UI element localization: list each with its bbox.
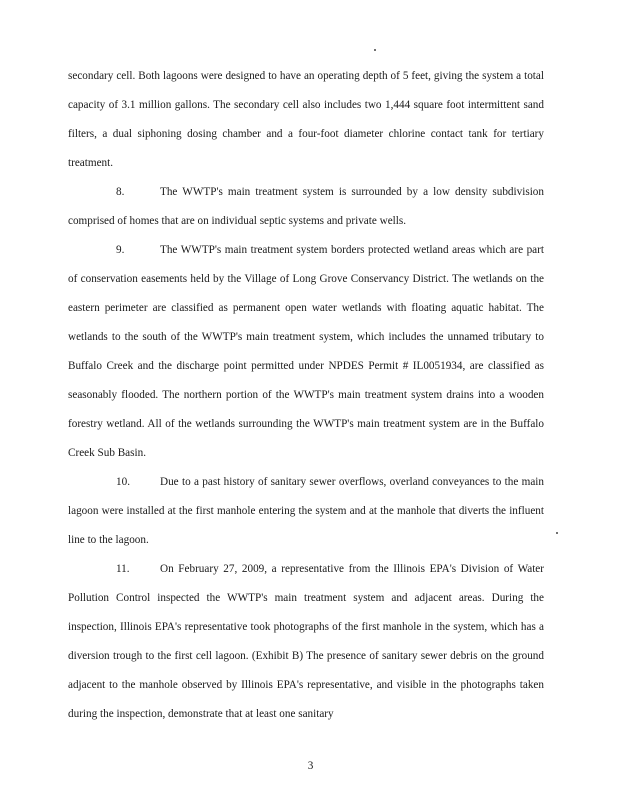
paragraph-number: 9. [116,244,125,256]
paragraph-continued [68,62,544,178]
paragraph-text: The WWTP's main treatment system borders protected wetland areas which are part of conservation easements held by the Village of Long Grove Conservancy District. The wetlands on the eastern perimeter are classified as permanent open water wetlands with floating aquatic habitat. The wetlands to the south of the WWTP's main treatment system, which includes the unnamed tributary to Buffalo Creek and the discharge point permitted under NPDES Permit # IL0051934, are classified as seasonably flooded. The northern portion of the WWTP's main treatment system drains into a wooden forestry wetland. All of the wetlands surrounding the WWTP's main treatment system are in the Buffalo Creek Sub Basin. [68,244,544,459]
paragraph-text: On February 27, 2009, a representative from the Illinois EPA's Division of Water Pollution Control inspected the WWTP's main treatment system and adjacent areas. During the inspection, Illinois EPA's representative took photographs of the first manhole in the system, which has a diversion trough to the first cell lagoon. (Exhibit B) The presence of sanitary sewer debris on the ground adjacent to the manhole observed by Illinois EPA's representative, and visible in the photographs taken during the inspection, demonstrate that at least one sanitary [68,563,544,720]
paragraph-text: The WWTP's main treatment system is surrounded by a low density subdivision comprised of homes that are on individual septic systems and private wells. [68,186,544,227]
document-body [68,62,544,729]
paragraph-10 [68,468,544,555]
scan-speck [556,532,558,534]
paragraph-number: 8. [116,186,125,198]
scan-speck [374,49,376,51]
paragraph-9 [68,236,544,468]
paragraph-number: 11. [116,563,130,575]
paragraph-8 [68,178,544,236]
paragraph-number: 10. [116,476,130,488]
paragraph-11 [68,555,544,729]
paragraph-text: Due to a past history of sanitary sewer overflows, overland conveyances to the main lagoon were installed at the first manhole entering the system and at the manhole that diverts the influent line to the lagoon. [68,476,544,546]
paragraph-text: secondary cell. Both lagoons were designed to have an operating depth of 5 feet, giving the system a total capacity of 3.1 million gallons. The secondary cell also includes two 1,444 square foot intermittent sand filters, a dual siphoning dosing chamber and a four-foot diameter chlorine contact tank for tertiary treatment. [68,70,544,169]
page-number: 3 [307,760,314,772]
